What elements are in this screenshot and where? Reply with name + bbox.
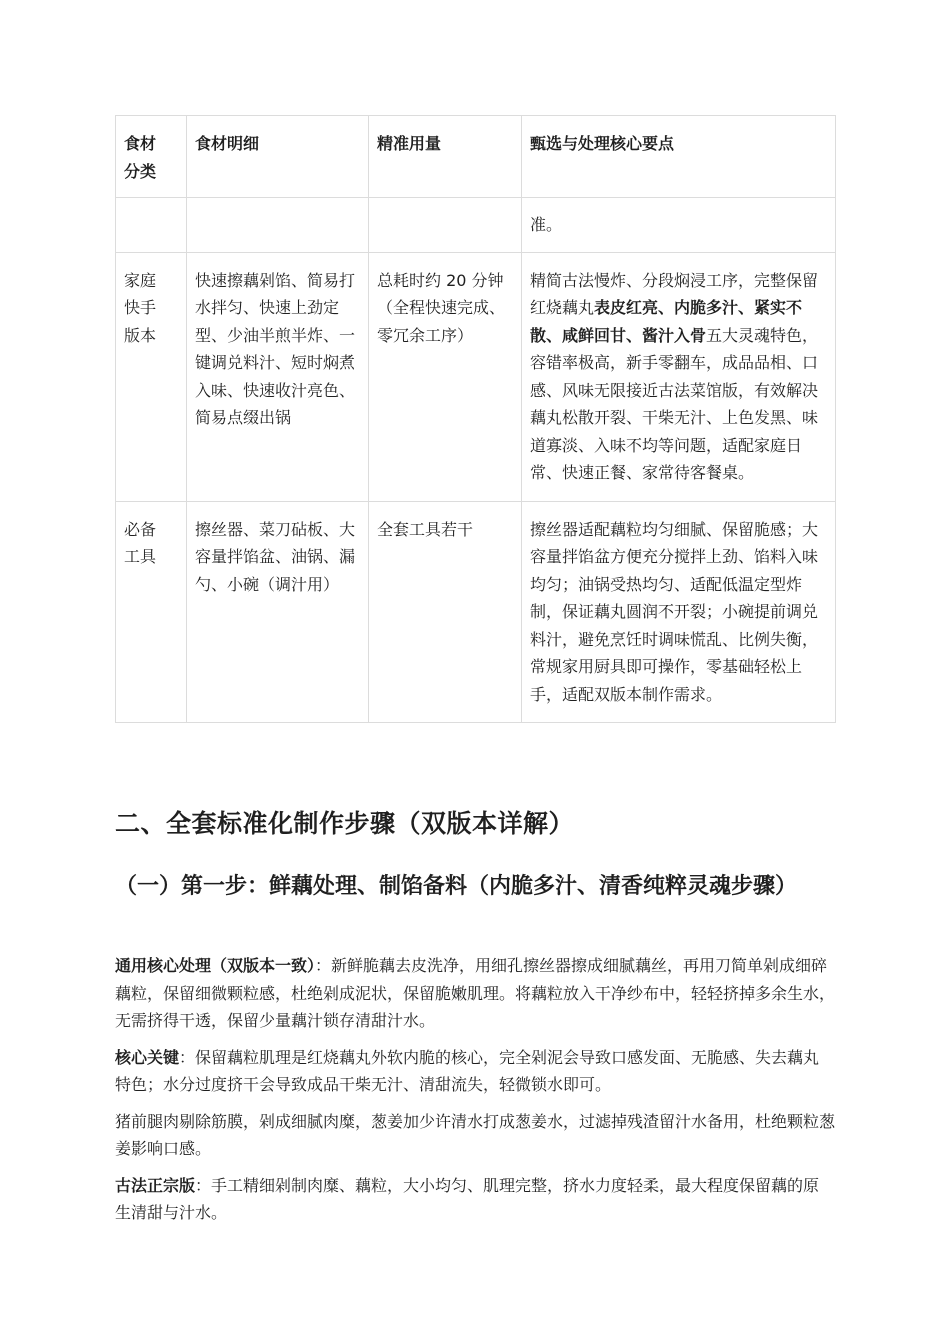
paragraph-sep: ： xyxy=(315,956,332,975)
paragraph-sep: ： xyxy=(179,1047,196,1067)
paragraph-text: 手工精细剁制肉糜、藕粒，大小均匀、肌理完整，挤水力度轻柔，最大程度保留藕的原生清甜与汁水。 xyxy=(115,1175,820,1222)
paragraphs xyxy=(115,952,835,1236)
cell-amount: 全套工具若干 xyxy=(369,501,522,723)
ingredients-table xyxy=(115,115,836,723)
cell-notes xyxy=(522,252,836,501)
cell-category: 家庭 快手 版本 xyxy=(116,252,187,501)
table-header-row xyxy=(116,116,836,198)
cell-notes xyxy=(522,198,836,253)
paragraph-lead: 核心关键 xyxy=(115,1047,180,1067)
paragraph-text: 保留藕粒肌理是红烧藕丸外软内脆的核心，完全剁泥会导致口感发面、无脆感、失去藕丸特色；水分过度挤干会导致成品干柴无汁、清甜流失，轻微锁水即可。 xyxy=(115,1047,820,1094)
cell-detail: 快速擦藕剁馅、简易打水拌匀、快速上劲定型、少油半煎半炸、一键调兑料汁、短时焖煮入味、快速收汁亮色、简易点缀出锅 xyxy=(187,252,369,501)
notes-text: 准。 xyxy=(530,215,563,234)
notes-text: 擦丝器适配藕粒均匀细腻、保留脆感；大容量拌馅盆方便充分搅拌上劲、馅料入味均匀；油锅受热均匀、适配低温定型炸制，保证藕丸圆润不开裂；小碗提前调兑料汁，避免烹饪时调味慌乱、比例失衡，常规家用厨具即可操作，零基础轻松上手，适配双版本制作需求。 xyxy=(530,519,819,704)
paragraph xyxy=(115,952,835,1035)
notes-text: 五大灵魂特色，容错率极高，新手零翻车，成品品相、口感、风味无限接近古法菜馆版，有效解决藕丸松散开裂、干柴无汁、上色发黑、味道寡淡、入味不均等问题，适配家庭日常、快速正餐、家常待客餐桌。 xyxy=(530,325,819,482)
paragraph xyxy=(115,1172,835,1227)
paragraph-lead: 古法正宗版 xyxy=(115,1175,196,1195)
header-notes: 甄选与处理核心要点 xyxy=(522,116,836,198)
paragraph-lead: 通用核心处理（双版本一致） xyxy=(115,956,316,975)
notes-text: 精简古法慢炸、分段焖浸工序，完整保留红烧藕丸 xyxy=(530,270,819,317)
header-detail: 食材明细 xyxy=(187,116,369,198)
table-row xyxy=(116,198,836,253)
cell-amount xyxy=(369,198,522,253)
table-row xyxy=(116,501,836,723)
table-row xyxy=(116,252,836,501)
cell-detail: 擦丝器、菜刀砧板、大容量拌馅盆、油锅、漏勺、小碗（调汁用） xyxy=(187,501,369,723)
notes-highlight: 表皮红亮、内脆多汁、紧实不散、咸鲜回甘、酱汁入骨 xyxy=(530,298,803,345)
cell-amount: 总耗时约 20 分钟（全程快速完成、零冗余工序） xyxy=(369,252,522,501)
cell-notes xyxy=(522,501,836,723)
cell-detail xyxy=(187,198,369,253)
paragraph-sep: ： xyxy=(195,1175,212,1195)
subsection-title: （一）第一步：鲜藕处理、制馅备料（内脆多汁、清香纯粹灵魂步骤） xyxy=(115,874,798,899)
paragraph-text: 新鲜脆藕去皮洗净，用细孔擦丝器擦成细腻藕丝，再用刀简单剁成细碎藕粒，保留细微颗粒感，杜绝剁成泥状，保留脆嫩肌理。将藕粒放入干净纱布中，轻轻挤掉多余生水，无需挤得干透，保留少量藕汁锁存清甜汁水。 xyxy=(115,956,836,1030)
paragraph xyxy=(115,1108,835,1163)
document-page xyxy=(115,115,836,1222)
cell-category: 必备 工具 xyxy=(116,501,187,723)
paragraph xyxy=(115,1044,835,1099)
cell-category xyxy=(116,198,187,253)
paragraph-text: 猪前腿肉剔除筋膜，剁成细腻肉糜，葱姜加少许清水打成葱姜水，过滤掉残渣留汁水备用，杜绝颗粒葱姜影响口感。 xyxy=(115,1111,836,1158)
section-title: 二、全套标准化制作步骤（双版本详解） xyxy=(115,809,575,838)
header-amount: 精准用量 xyxy=(369,116,522,198)
header-category: 食材 分类 xyxy=(116,116,187,198)
